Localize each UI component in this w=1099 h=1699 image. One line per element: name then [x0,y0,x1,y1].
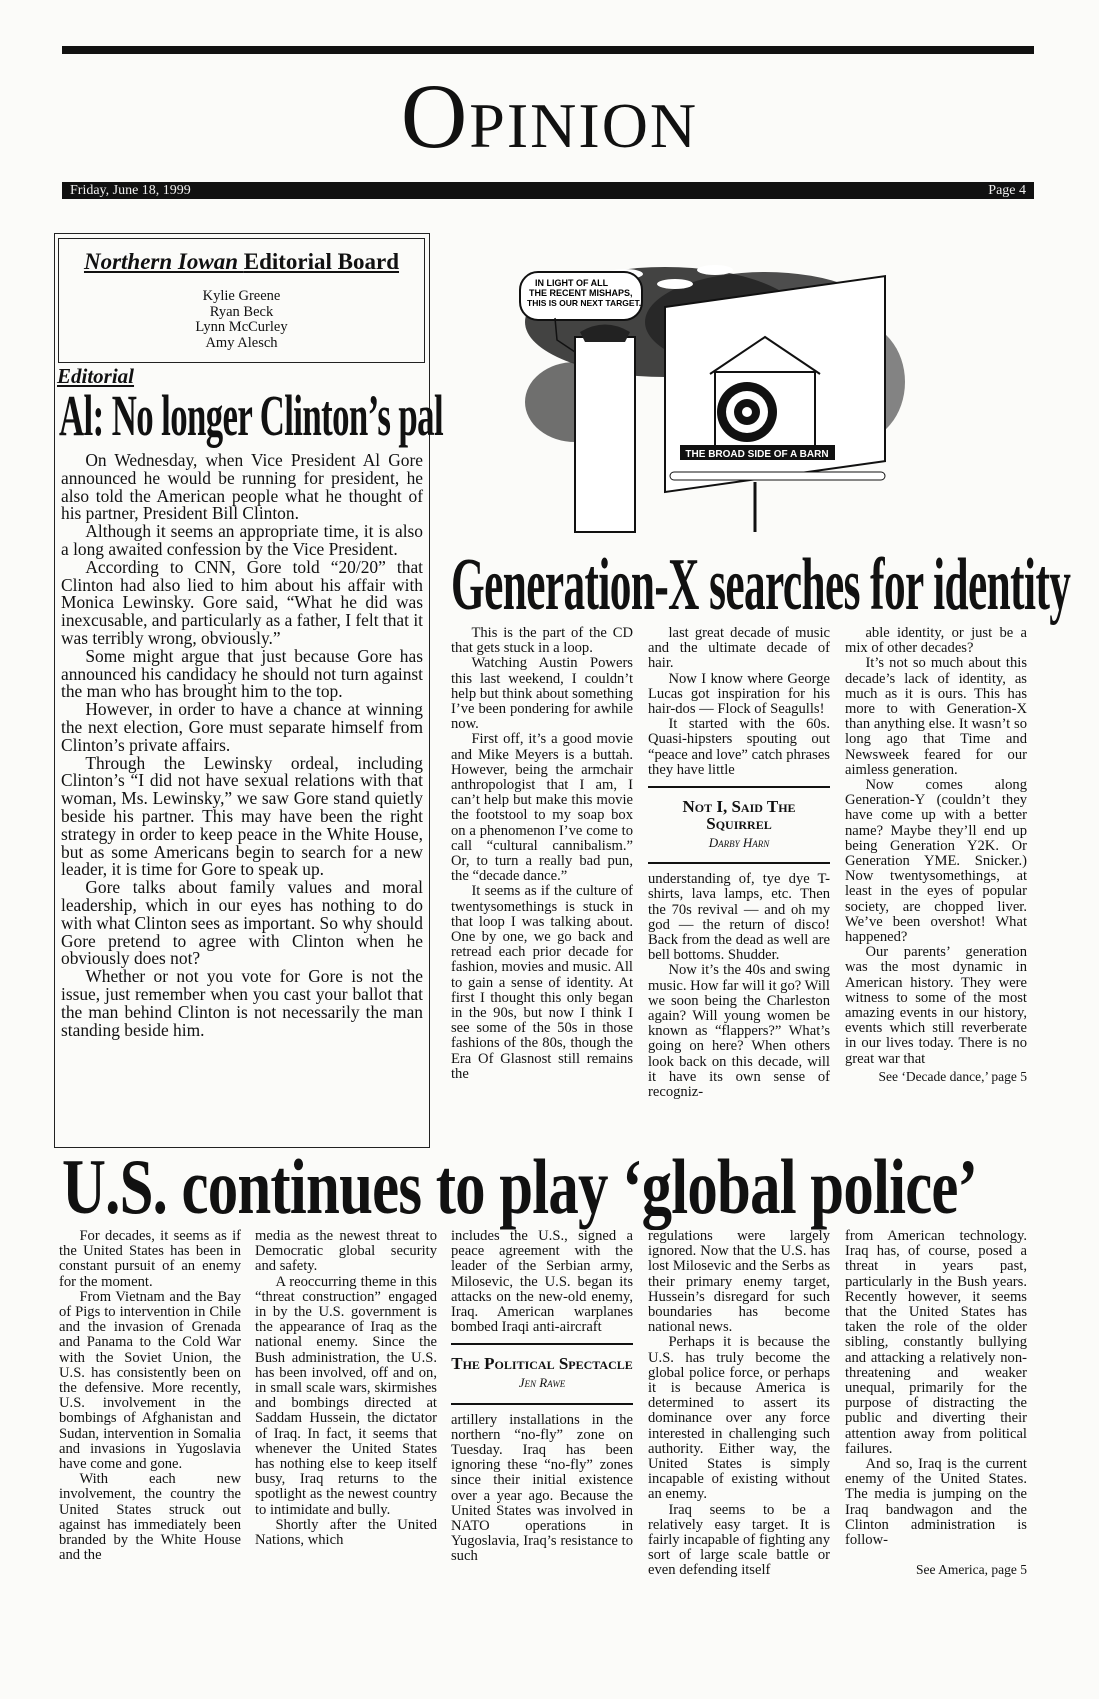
column-logo [648,786,830,864]
board-label: Editorial Board [243,249,400,274]
police-column-2 [255,1229,437,1613]
police-column-5 [845,1229,1027,1613]
paragraph: Watching Austin Powers this last weekend, I couldn’t help but think about something I’ve been pondering for awhile now. [451,655,633,733]
genx-column-2 [648,626,830,1136]
issue-date: Friday, June 18, 1999 [70,183,191,198]
continued-link[interactable]: See ‘Decade dance,’ page 5 [878,1068,1027,1084]
board-title [59,249,424,275]
paragraph: last great decade of music and the ultimate decade of hair. [648,626,830,672]
paragraph: It’s not so much about this decade’s lack of identity, as much as it is ours. This has more to with Generation-X than anything else. It wasn’t so long ago that Time and Newsweek feared for our aimless generation. [845,655,1027,778]
editorial-label: Editorial [57,364,135,388]
police-column-3-top [451,1229,633,1335]
paragraph: Iraq seems to be a relatively easy target. It is fairly incapable of fighting any sort of large scale battle or even defending itself [648,1501,830,1579]
paragraph: However, in order to have a chance at winning the next election, Gore must separate himself from Clinton’s private affairs. [61,699,423,755]
section-title: Opinion [400,65,699,167]
paragraph: Our parents’ generation was the most dynamic in American history. They were witness to some of the most amazing events in our history, events which still reverberate in our lives today. There is no great war that [845,944,1027,1067]
speech-line: IN LIGHT OF ALL [535,278,609,288]
paragraph: able identity, or just be a mix of other decades? [845,626,1027,657]
column-title: Not I, Said The Squirrel [682,797,796,834]
paragraph: With each new involvement, the country the United States struck out against has immediately been branded by the White House and the [59,1471,241,1564]
paragraph: Through the Lewinsky ordeal, including Clinton’s “I did not have sexual relations with that woman, Ms. Lewinsky,” we saw Gore stand quietly beside his partner. This may have been the right strategy in order to keep peace in the White House, but as some Americans begin to search for a new leader, it is time for Gore to speak up. [61,752,423,880]
paragraph: Gore talks about family values and moral leadership, which in our eyes has nothing to do with what Clinton sees as important. So why should Gore pretend to agree with Clinton when he obviously does not? [61,877,423,969]
paragraph: Now comes along Generation-Y (couldn’t they have come up with a better name? Maybe they’ll end up being Generation Y2K. Or Generation YME. Snicker.) Now twentysomethings, at least in the eyes of popular society, are chopped liver. We’ve been overshot! What happened? [845,777,1027,946]
paragraph: It started with the 60s. Quasi-hipsters spouting out “peace and love” catch phrases they have little [648,716,830,778]
paper-name: Northern Iowan [83,249,238,274]
paragraph: Although it seems an appropriate time, it is also a long awaited confession by the Vice President. [61,521,423,559]
editorial-body [61,452,423,1039]
paragraph: regulations were largely ignored. Now that the U.S. has lost Milosevic and the Serbs as their primary enemy target, Hussein’s disregard for such boundaries has become national news. [648,1229,830,1336]
police-column-1 [59,1229,241,1613]
police-column-4 [648,1229,830,1613]
top-rule [62,46,1034,54]
paragraph: It seems as if the culture of twentysomethings is stuck in that loop I was talking about. One by one, we go back and retread each prior decade for fashion, movies and music. All to gain a sense of identity. At first I thought this only began in the 90s, but now I think I see some of the 50s in those fashions of the 80s, though the Era Of Glasnost still remains the [451,883,633,1082]
editorial-box [54,233,444,1148]
paragraph: from American technology. Iraq has, of course, posed a threat in years past, particularly in the Bush years. Recently however, it seems that the United States has taken the role of the older sibling, constantly bullying and attacking a relatively non-threatening and weaker unequal, primarily for the purpose of distracting the public and diverting their attention away from political failures. [845,1229,1027,1457]
continued-link[interactable]: See America, page 5 [916,1562,1027,1578]
paragraph: Shortly after the United Nations, which [255,1516,437,1549]
board-member: Lynn McCurley [195,319,288,335]
column-logo [451,1343,633,1404]
speech-line: THIS IS OUR NEXT TARGET. [527,298,642,308]
genx-column-2-top [648,626,830,778]
cartoon-caption: THE BROAD SIDE OF A BARN [685,449,829,460]
police-column-3-bottom [451,1413,633,1565]
paragraph: This is the part of the CD that gets stuck in a loop. [451,626,633,657]
column-author: Darby Harn [708,835,770,851]
paragraph: Perhaps it is because the U.S. has truly become the global police force, or perhaps it is because America is determined to assert its dominance over any force interested in challenging such authority. Either way, the United States is simply incapable of existing without an enemy. [648,1334,830,1503]
column-title: The Political Spectacle [451,1354,633,1374]
paragraph: understanding of, tye dye T-shirts, lava lamps, etc. Then the 70s revival — and oh my god — the return of disco! Back from the dead as well are bell bottoms. Shudder. [648,871,830,964]
paragraph: A reoccurring theme in this “threat construction” engaged in by the U.S. government is the appearance of Iraq as the national enemy. Since the Bush administration, the U.S. has been involved, off and on, in small scale wars, skirmishes and bombings directed at Saddam Hussein, the dictator of Iraq. In fact, it seems that whenever the United States has nothing else to keep itself busy, Iraq returns to the spotlight as the newest country to intimidate and bully. [255,1273,437,1518]
paragraph: First off, it’s a good movie and Mike Meyers is a buttah. However, being the armchair anthropologist that I am, I can’t help but make this movie the footstool to my soap box on a phenomenon I’ve come to call “cultural cannibalism.” Or, to turn a really bad pun, the “decade dance.” [451,731,633,885]
board-member: Amy Alesch [205,334,278,351]
editorial-cartoon [515,262,935,544]
column-author: Jen Rawe [518,1375,566,1391]
genx-column-1 [451,626,633,1136]
board-members [59,289,424,351]
date-bar [62,182,1034,199]
paragraph: On Wednesday, when Vice President Al Gore announced he would be running for president, he also told the American people what he thought of his partner, President Bill Clinton. [61,450,423,524]
genx-column-3-text [845,626,1027,1067]
paragraph: includes the U.S., signed a peace agreement with the leader of the Serbian army, Milosevic, the U.S. began its attacks on the new-old enemy, Iraq. American warplanes bombed Iraqi anti-aircraft [451,1229,633,1336]
paragraph: According to CNN, Gore told “20/20” that Clinton had also lied to him about his affair with Monica Lewinsky. Gore said, “What he did was inexcusable, and particularly as a father, I felt that it was terribly wrong, obviously.” [61,556,423,648]
police-column-5-text [845,1229,1027,1548]
editorial-headline: Al: No longer Clinton’s pal [59,383,444,448]
board-member: Kylie Greene [202,288,281,304]
genx-headline: Generation-X searches for identity [451,544,1071,626]
paragraph: From Vietnam and the Bay of Pigs to intervention in Chile and the invasion of Grenada and Panama to the Cold War with the Soviet Union, the U.S. has consistently been on the defensive. More recently, U.S. involvement in the bombings of Afghanistan and Sudan, intervention in Somalia and invasions in Yugoslavia have come and gone. [59,1288,241,1473]
paragraph: For decades, it seems as if the United States has been in constant pursuit of an enemy for the moment. [59,1229,241,1290]
paragraph: Whether or not you vote for Gore is not the issue, just remember when you cast your ballot that the man behind Clinton is not necessarily the man standing beside him. [61,966,423,1040]
paragraph: Now it’s the 40s and swing music. How far will it go? Will we soon being the Charleston again? Will young women be known as “flappers?” What’s going on here? When others look back on this decade, will it have its own sense of recogniz- [648,962,830,1101]
board-member: Ryan Beck [209,303,274,320]
editorial-board-box [58,238,425,363]
genx-column-2-bottom [648,872,830,1100]
paragraph: Now I know where George Lucas got inspiration for his hair-dos — Flock of Seagulls! [648,670,830,718]
paragraph: media as the newest threat to Democratic global security and safety. [255,1229,437,1275]
paragraph: Some might argue that just because Gore has announced his candidacy he should not turn against the man who has brought him to the top. [61,645,423,702]
police-headline: U.S. continues to play ‘global police’ [62,1143,978,1230]
police-column-3 [451,1229,633,1613]
page-number: Page 4 [988,183,1026,198]
paragraph: artillery installations in the northern “no-fly” zone on Tuesday. Iraq has been ignoring these “no-fly” zones since their initial existence over a year ago. Because the United States was involved in NATO operations in Yugoslavia, Iraq’s resistance to such [451,1411,633,1565]
genx-column-3 [845,626,1027,1156]
speech-line: THE RECENT MISHAPS, [529,288,633,298]
paragraph: And so, Iraq is the current enemy of the United States. The media is jumping on the Iraq bandwagon and the Clinton administration is follow- [845,1456,1027,1549]
